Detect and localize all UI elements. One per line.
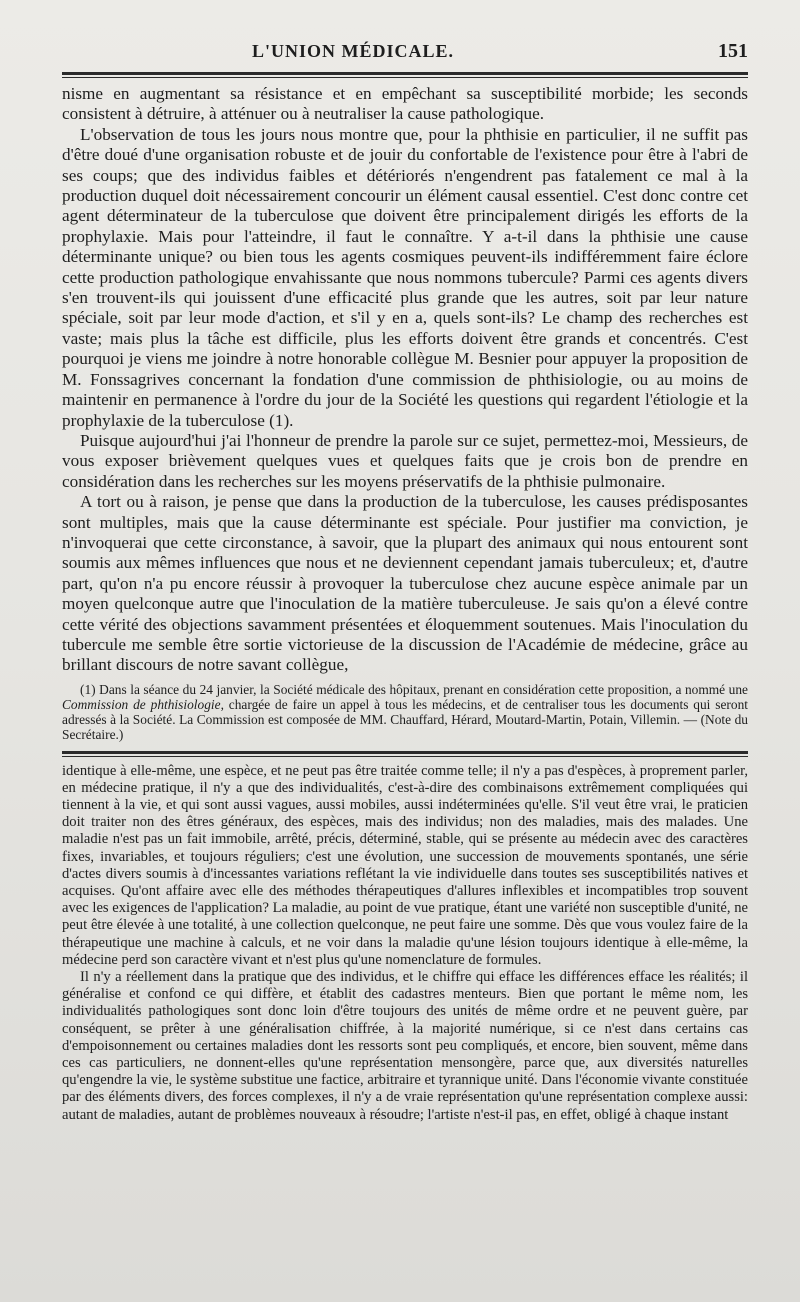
paragraph: L'observation de tous les jours nous montre que, pour la phthisie en particulier, il ne suffit pas d'être doué d'une organisation robuste et de jouir du confortable de l'existence pour être à l'abri de ses coups; que des individus faibles et détériorés n'engendrent pas fatalement ce mal à la production duquel doit nécessairement concourir un élément causal essentiel. C'est donc contre cet agent déterminateur de la tuberculose que doivent être principalement dirigés les efforts de la prophylaxie. Mais pour l'atteindre, il faut le connaître. Y a-t-il dans la phthisie une cause déterminante unique? ou bien tous les agents cosmiques peuvent-ils indifféremment faire éclore cette production pathologique envahissante que nous nommons tubercule? Parmi ces agents divers s'en trouvent-ils qui jouissent d'une efficacité plus grande que les autres, soit par leur nature spéciale, soit par leur mode d'action, et s'il y en a, quels sont-ils? Le champ des recherches est vaste; mais plus la tâche est difficile, plus les efforts doivent être grands et concentrés. C'est pourquoi je viens me joindre à notre honorable collègue M. Besnier pour appuyer la proposition de M. Fonssagrives concernant la fondation d'une commission de phthisiologie, ou au moins de maintenir en permanence à l'ordre du jour de la Société les questions qui regardent l'étiologie et la prophylaxie de la tuberculose (1).: [62, 124, 748, 430]
footnote-text-end: , chargée de faire un appel à tous les médecins, et de centraliser tous les documents qui seront adressés à la Société. La Commission est composée de MM. Chauffard, Hérard, Moutard-Martin, Potain, Villemin. — (Note du Secrétaire.): [62, 696, 749, 743]
paragraph: identique à elle-même, une espèce, et ne peut pas être traitée comme telle; il n'y a pas d'espèces, à proprement parler, en médecine pratique, il n'y a que des individualités, c'est-à-dire des combinaisons extrêmement compliquées qui tiennent à la vie, et qui sont aussi vagues, aussi mobiles, aussi indéterminées qu'elle. S'il veut être vrai, le praticien doit traiter non des êtres généraux, des espèces, mais des individus; non des maladies, mais des malades. Une maladie n'est pas un fait immobile, arrêté, précis, déterminé, stable, qui se présente au médecin avec des caractères fixes, invariables, et toujours réguliers; c'est une évolution, une succession de mouvements spontanés, une série d'actes divers soumis à d'incessantes variations reflétant la vie individuelle dans toutes ses susceptibilités natives et acquises. Qu'ont affaire avec elle des méthodes thérapeutiques d'allures inflexibles et incompatibles trop souvent avec les exigences de l'application? La maladie, au point de vue pratique, étant une variété non susceptible d'unité, ne peut être élevée à une totalité, à une collection quelconque, ne peut faire une somme. Dès que vous voulez faire de la thérapeutique une machine à calculs, et ne voir dans la maladie qu'une lésion toujours identique à elle-même, la médecine perd son caractère vivant et n'est plus qu'une nomenclature de formules.: [62, 762, 748, 968]
journal-title: L'UNION MÉDICALE.: [252, 41, 455, 61]
paragraph: Il n'y a réellement dans la pratique que des individus, et le chiffre qui efface les différences efface les réalités; il généralise et confond ce qui diffère, et établit des cadastres menteurs. Bien que portant le même nom, les individualités pathologiques sont donc loin d'être toujours des unités de même ordre et ne peuvent guère, par conséquent, se prêter à une généralisation chiffrée, à la majorité numérique, si ce n'est dans certains cas d'empoisonnement ou certaines maladies dont les ressorts sont peu compliqués, et encore, bien souvent, même dans ces cas particuliers, ne donnent-elles qu'une représentation mensongère, parce que, aux diversités naturelles qu'engendre la vie, le système substitue une factice, arbitraire et tyrannique unité. Dans l'économie vivante constituée par des éléments divers, des forces complexes, il n'y a de vraie représentation qu'une représentation complexe aussi: autant de maladies, autant de problèmes nouveaux à résoudre; l'artiste n'est-il pas, en effet, obligé à chaque instant: [62, 969, 748, 1123]
running-header: [62, 40, 748, 70]
paragraph: Puisque aujourd'hui j'ai l'honneur de prendre la parole sur ce sujet, permettez-moi, Messieurs, de vous exposer brièvement quelques vues et quelques faits que je crois bon de prendre en considération dans les recherches sur les moyens préservatifs de la phthisie pulmonaire.: [62, 430, 748, 491]
main-text: [62, 84, 748, 676]
footnote-italic: Commission de phthisiologie: [62, 696, 221, 712]
footnote: [62, 682, 748, 743]
paragraph: nisme en augmentant sa résistance et en empêchant sa susceptibilité morbide; les seconds consistent à détruire, à atténuer ou à neutraliser la cause pathologique.: [62, 84, 748, 124]
page-content: [62, 40, 748, 1124]
paragraph: A tort ou à raison, je pense que dans la production de la tuberculose, les causes prédisposantes sont multiples, mais que la cause déterminante est spéciale. Pour justifier ma conviction, je n'invoquerai que cette circonstance, à savoir, que la plupart des animaux qui nous entourent sont soumis aux mêmes influences que nous et ne deviennent cependant jamais tuberculeux; et, d'autre part, qu'on n'a pu encore réussir à provoquer la tuberculose chez aucune espèce animale par un moyen quelconque autre que l'inoculation de la matière tuberculeuse. Je sais qu'on a élevé contre cette vérité des objections savamment présentées et éloquemment soutenues. Mais l'inoculation du tubercule me semble être sortie victorieuse de la discussion de l'Académie de médecine, grâce au brillant discours de notre savant collègue,: [62, 492, 748, 675]
section-separator: [62, 751, 748, 757]
footnote-text: (1) Dans la séance du 24 janvier, la Société médicale des hôpitaux, prenant en considération cette proposition, a nommé une: [80, 681, 748, 697]
header-rule: [62, 72, 748, 78]
page-number: 151: [718, 40, 748, 62]
feuilleton-text: [62, 763, 748, 1124]
